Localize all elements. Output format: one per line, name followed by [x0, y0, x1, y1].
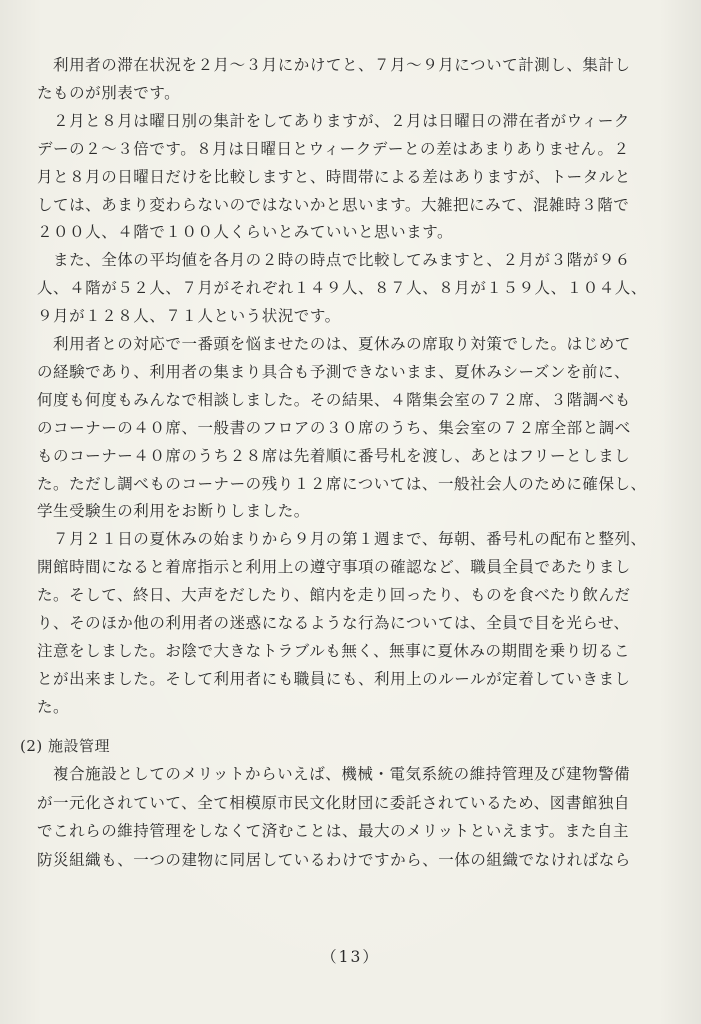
text-line: 人、４階が５２人、７月がそれぞれ１４９人、８７人、８月が１５９人、１０４人、	[37, 279, 647, 298]
section-heading: (2) 施設管理	[20, 737, 111, 755]
text-line: ２月と８月は曜日別の集計をしてありますが、２月は日曜日の滞在者がウィーク	[37, 111, 630, 130]
text-line: ２００人、４階で１００人くらいとみていいと思います。	[37, 223, 454, 242]
text-line: とが出来ました。そして利用者にも職員にも、利用上のルールが定着していきまし	[37, 669, 631, 688]
text-line: り、そのほか他の利用者の迷惑になるような行為については、全員で目を光らせ、	[37, 614, 630, 632]
text-line: 月と８月の日曜日だけを比較しますと、時間帯による差はありますが、トータルと	[37, 167, 631, 186]
text-line: 利用者の滞在状況を２月～３月にかけてと、７月～９月について計測し、集計し	[37, 56, 631, 74]
section-text-line: 複合施設としてのメリットからいえば、機械・電気系統の維持管理及び建物警備	[37, 765, 631, 783]
section-text-line: が一元化されていて、全て相模原市民文化財団に委託されているため、図書館独自	[37, 793, 630, 812]
text-line: 利用者との対応で一番頭を悩ませたのは、夏休みの席取り対策でした。はじめて	[37, 335, 631, 353]
text-line: 注意をしました。お陰で大きなトラブルも無く、無事に夏休みの期間を乗り切るこ	[37, 641, 630, 660]
text-line: の経験であり、利用者の集まり具合も予測できないまま、夏休みシーズンを前に、	[37, 362, 631, 381]
text-line: 学生受験生の利用をお断りしました。	[37, 502, 310, 521]
text-line: ９月が１２８人、７１人という状況です。	[37, 307, 341, 326]
text-line: た。そして、終日、大声をだしたり、館内を走り回ったり、ものを食べたり飲んだ	[37, 586, 631, 605]
text-line: ７月２１日の夏休みの始まりから９月の第１週まで、毎朝、番号札の配布と整列、	[37, 530, 647, 549]
text-line: た。	[37, 697, 70, 716]
text-line: 何度も何度もみんなで相談しました。その結果、４階集会室の７２席、３階調べも	[37, 390, 631, 409]
section-text-line: 防災組織も、一つの建物に同居しているわけですから、一体の組織でなければなら	[37, 850, 631, 869]
text-line: しては、あまり変わらないのではないかと思います。大雑把にみて、混雑時３階で	[37, 195, 630, 214]
text-line: デーの２～３倍です。８月は日曜日とウィークデーとの差はあまりありません。２	[37, 139, 630, 158]
page-number: （13）	[321, 948, 380, 966]
text-line: のコーナーの４０席、一般書のフロアの３０席のうち、集会室の７２席全部と調べ	[37, 418, 631, 437]
text-line: たものが別表です。	[37, 83, 181, 102]
text-line: ものコーナー４０席のうち２８席は先着順に番号札を渡し、あとはフリーとしまし	[37, 446, 631, 465]
section-text-line: でこれらの維持管理をしなくて済むことは、最大のメリットといえます。また自主	[37, 822, 629, 840]
text-line: 開館時間になると着席指示と利用上の遵守事項の確認など、職員全員であたりまし	[37, 558, 631, 577]
text-line: また、全体の平均値を各月の２時の時点で比較してみますと、２月が３階が９６	[37, 251, 631, 270]
text-line: た。ただし調べものコーナーの残り１２席については、一般社会人のために確保し、	[37, 474, 647, 493]
